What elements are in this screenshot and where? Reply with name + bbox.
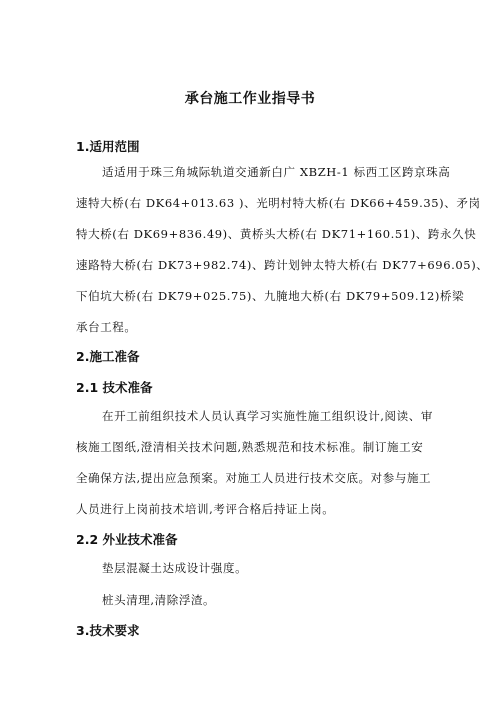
paragraph-line: 人员进行上岗前技术培训,考评合格后持证上岗。 — [76, 502, 335, 516]
paragraph-line: 适适用于珠三角城际轨道交通新白广 XBZH-1 标西工区跨京珠高 — [102, 165, 451, 179]
section-heading-field-prep: 2.2 外业技术准备 — [76, 532, 178, 547]
paragraph-line: 特大桥(右 DK69+836.49)、黄桥头大桥(右 DK71+160.51)、跨永久快 — [76, 227, 477, 241]
paragraph-line: 桩头清理,清除浮渣。 — [102, 593, 216, 607]
paragraph-line: 承台工程。 — [76, 320, 137, 334]
paragraph-line: 下伯坑大桥(右 DK79+025.75)、九腌地大桥(右 DK79+509.12)桥梁 — [76, 289, 465, 303]
section-heading-technical-prep: 2.1 技术准备 — [76, 380, 153, 395]
section-heading-scope: 1.适用范围 — [76, 139, 140, 154]
section-heading-technical-requirements: 3.技术要求 — [76, 623, 140, 638]
paragraph-line: 核施工图纸,澄清相关技术问题,熟悉规范和技术标准。制订施工安 — [76, 440, 424, 454]
paragraph-line: 垫层混凝土达成设计强度。 — [102, 561, 248, 575]
paragraph-line: 速特大桥(右 DK64+013.63 )、光明村特大桥(右 DK66+459.35)、矛岗 — [76, 196, 481, 210]
paragraph-line: 在开工前组织技术人员认真学习实施性施工组织设计,阅读、审 — [102, 409, 433, 423]
section-heading-preparation: 2.施工准备 — [76, 349, 140, 364]
paragraph-line: 全确保方法,提出应急预案。对施工人员进行技术交底。对参与施工 — [76, 471, 432, 485]
paragraph-line: 速路特大桥(右 DK73+982.74)、跨计划钟太特大桥(右 DK77+696.05)、 — [76, 258, 489, 272]
document-title: 承台施工作业指导书 — [184, 91, 316, 107]
